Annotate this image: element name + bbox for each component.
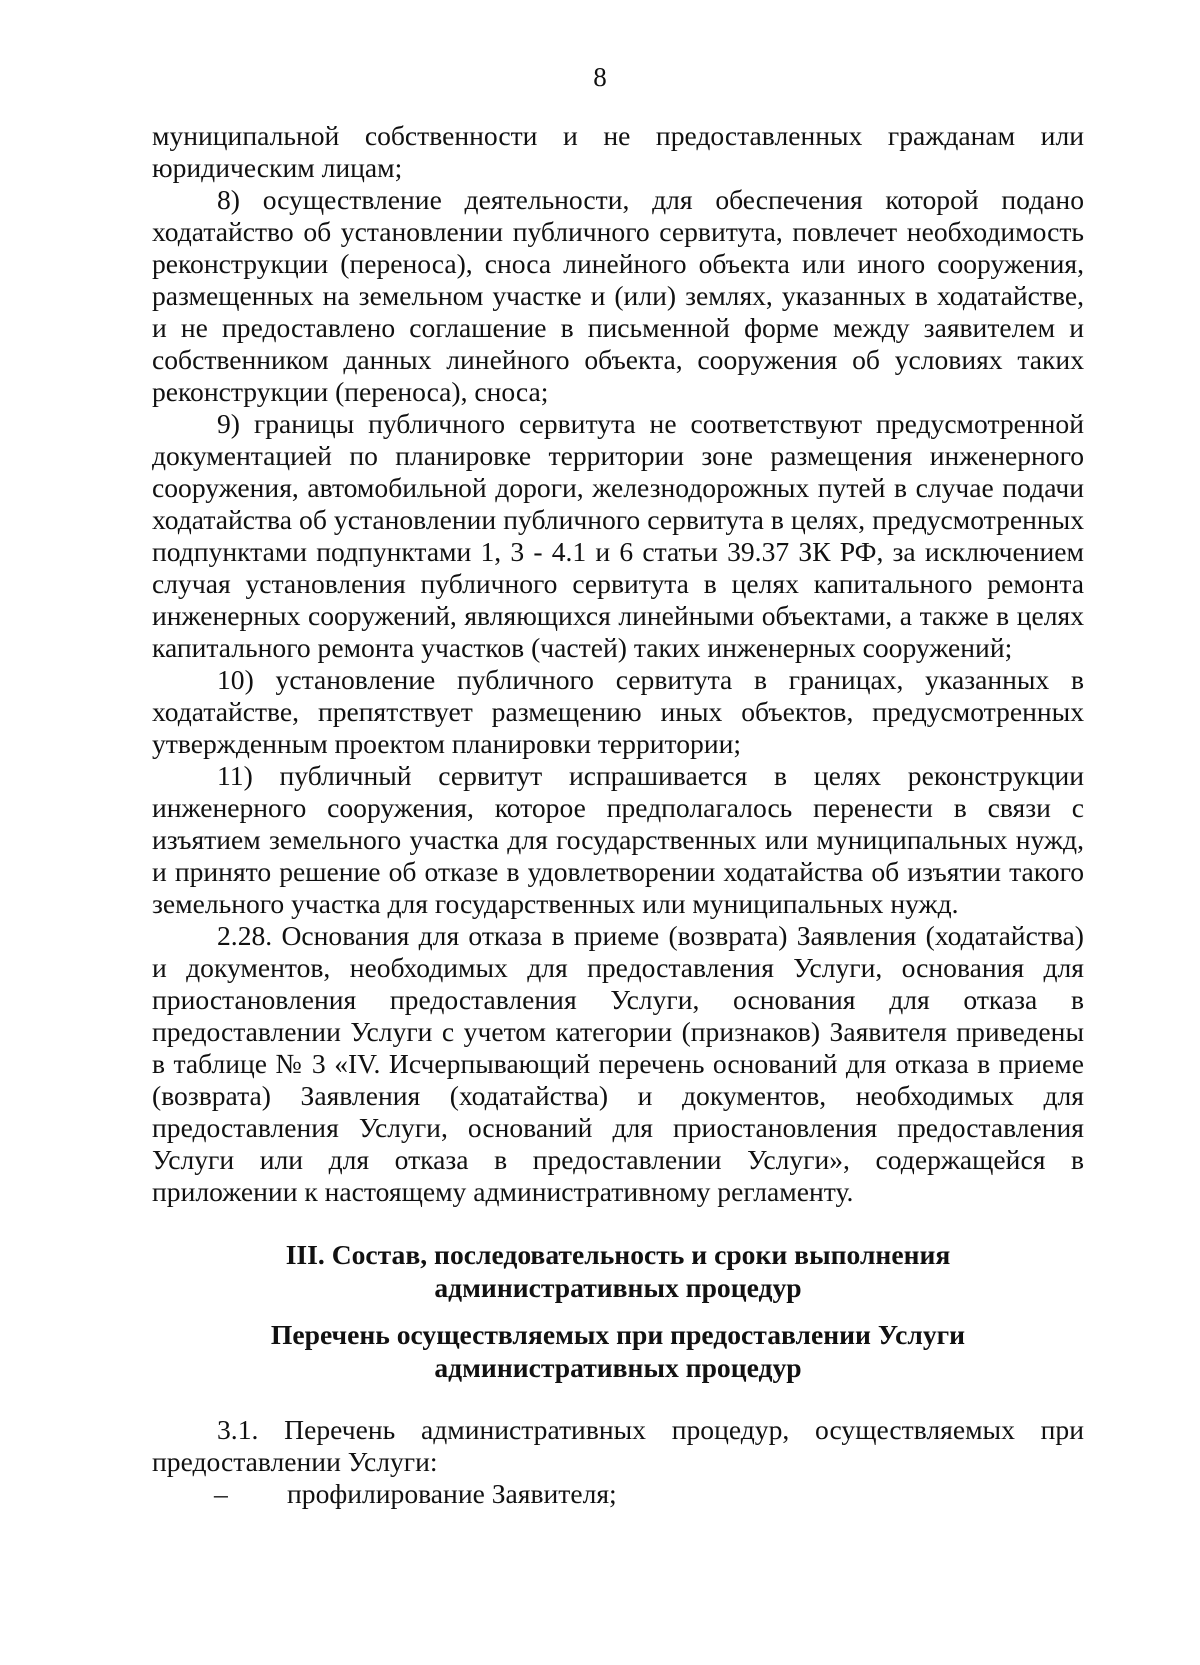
paragraph-continuation: муниципальной собственности и не предоставленных гражданам или юридическим лицам;: [152, 120, 1084, 183]
section-heading-line-2: административных процедур: [434, 1272, 802, 1303]
paragraph-item-11: 11) публичный сервитут испрашивается в целях реконструкции инженерного сооружения, которое предполагалось перенести в связи с изъятием земельного участка для государственных или муниципальных нужд, и принято решение об отказе в удовлетворении ходатайства об изъятии такого земельного участка для государственных или муниципальных нужд.: [152, 760, 1084, 919]
list-item-text: профилирование Заявителя;: [287, 1478, 617, 1509]
page-content: [152, 120, 1084, 1510]
sub-heading: [152, 1318, 1084, 1384]
paragraph-item-10: 10) установление публичного сервитута в границах, указанных в ходатайстве, препятствует размещению иных объектов, предусмотренных утвержденным проектом планировки территории;: [152, 664, 1084, 759]
paragraph-2-28: 2.28. Основания для отказа в приеме (возврата) Заявления (ходатайства) и документов, необходимых для предоставления Услуги, основания для приостановления предоставления Услуги, основания для отказа в предоставлении Услуги с учетом категории (признаков) Заявителя приведены в таблице № 3 «IV. Исчерпывающий перечень оснований для отказа в приеме (возврата) Заявления (ходатайства) и документов, необходимых для предоставления Услуги, оснований для приостановления предоставления Услуги или для отказа в предоставлении Услуги», содержащейся в приложении к настоящему административному регламенту.: [152, 920, 1084, 1207]
paragraph-3-1: 3.1. Перечень административных процедур, осуществляемых при предоставлении Услуги:: [152, 1414, 1084, 1477]
page-number: 8: [593, 62, 607, 92]
sub-heading-line-2: административных процедур: [434, 1352, 802, 1383]
paragraph-item-8: 8) осуществление деятельности, для обеспечения которой подано ходатайство об установлении публичного сервитута, повлечет необходимость реконструкции (переноса), сноса линейного объекта или иного сооружения, размещенных на земельном участке и (или) землях, указанных в ходатайстве, и не предоставлено соглашение в письменной форме между заявителем и собственником данных линейного объекта, сооружения об условиях таких реконструкции (переноса), сноса;: [152, 184, 1084, 407]
section-heading-line-1: III. Состав, последовательность и сроки выполнения: [285, 1239, 951, 1270]
list-item: [152, 1478, 1084, 1510]
dash-bullet-icon: –: [214, 1478, 228, 1509]
sub-heading-line-1: Перечень осуществляемых при предоставлении Услуги: [270, 1319, 966, 1350]
section-heading: [152, 1238, 1084, 1304]
paragraph-item-9: 9) границы публичного сервитута не соответствуют предусмотренной документацией по планировке территории зоне размещения инженерного сооружения, автомобильной дороги, железнодорожных путей в случае подачи ходатайства об установлении публичного сервитута в целях, предусмотренных подпунктами подпунктами 1, 3 - 4.1 и 6 статьи 39.37 ЗК РФ, за исключением случая установления публичного сервитута в целях капитального ремонта инженерных сооружений, являющихся линейными объектами, а также в целях капитального ремонта участков (частей) таких инженерных сооружений;: [152, 408, 1084, 663]
